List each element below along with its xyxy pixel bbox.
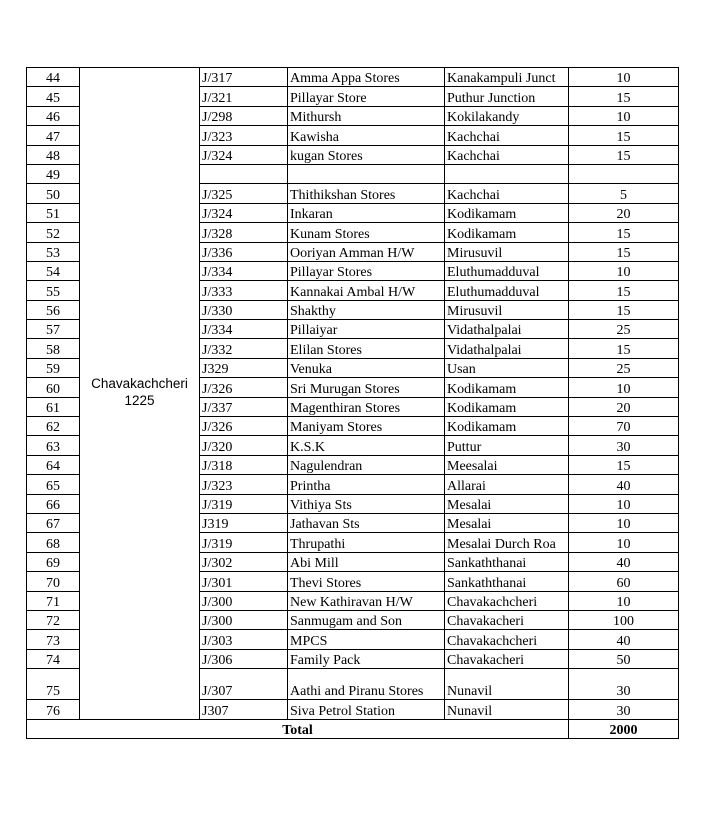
dealer-code: J/319 xyxy=(200,533,288,552)
store-name: Pillayar Stores xyxy=(288,261,445,280)
quantity: 15 xyxy=(569,455,679,474)
store-location: Eluthumadduval xyxy=(445,281,569,300)
store-name: New Kathiravan H/W xyxy=(288,591,445,610)
quantity: 30 xyxy=(569,700,679,719)
store-location: Eluthumadduval xyxy=(445,261,569,280)
quantity: 30 xyxy=(569,669,679,700)
row-number: 56 xyxy=(27,300,80,319)
row-number: 68 xyxy=(27,533,80,552)
row-number: 61 xyxy=(27,397,80,416)
quantity: 15 xyxy=(569,300,679,319)
store-name: Sanmugam and Son xyxy=(288,610,445,629)
dealer-code: J/330 xyxy=(200,300,288,319)
row-number: 60 xyxy=(27,378,80,397)
row-number: 62 xyxy=(27,417,80,436)
quantity: 20 xyxy=(569,203,679,222)
store-location: Kodikamam xyxy=(445,223,569,242)
quantity: 20 xyxy=(569,397,679,416)
row-number: 55 xyxy=(27,281,80,300)
dealer-code: J/324 xyxy=(200,145,288,164)
store-location: Mirusuvil xyxy=(445,242,569,261)
row-number: 50 xyxy=(27,184,80,203)
dealer-code: J/324 xyxy=(200,203,288,222)
store-name: Amma Appa Stores xyxy=(288,68,445,87)
store-location: Kanakampuli Junct xyxy=(445,68,569,87)
row-number: 74 xyxy=(27,649,80,668)
store-name: Ooriyan Amman H/W xyxy=(288,242,445,261)
quantity: 100 xyxy=(569,610,679,629)
store-location: Mesalai xyxy=(445,513,569,532)
row-number: 44 xyxy=(27,68,80,87)
store-name: Family Pack xyxy=(288,649,445,668)
quantity: 70 xyxy=(569,417,679,436)
dealer-code: J329 xyxy=(200,358,288,377)
store-location xyxy=(445,164,569,183)
dealer-code: J/320 xyxy=(200,436,288,455)
area-name: Chavakachcheri xyxy=(91,376,188,392)
store-location: Kodikamam xyxy=(445,203,569,222)
quantity: 60 xyxy=(569,572,679,591)
store-name: Thrupathi xyxy=(288,533,445,552)
quantity: 10 xyxy=(569,68,679,87)
total-row xyxy=(27,719,679,738)
store-name: Shakthy xyxy=(288,300,445,319)
store-location: Mesalai xyxy=(445,494,569,513)
store-location: Allarai xyxy=(445,475,569,494)
store-name: K.S.K xyxy=(288,436,445,455)
store-name: Thevi Stores xyxy=(288,572,445,591)
store-name: Magenthiran Stores xyxy=(288,397,445,416)
row-number: 48 xyxy=(27,145,80,164)
row-number: 72 xyxy=(27,610,80,629)
quantity: 10 xyxy=(569,513,679,532)
quantity: 10 xyxy=(569,494,679,513)
row-number: 67 xyxy=(27,513,80,532)
store-name: Kunam Stores xyxy=(288,223,445,242)
quantity: 10 xyxy=(569,261,679,280)
area-code: 1225 xyxy=(124,393,155,409)
store-location: Chavakacheri xyxy=(445,610,569,629)
area-cell xyxy=(80,68,200,720)
store-location: Chavakachcheri xyxy=(445,591,569,610)
quantity: 15 xyxy=(569,223,679,242)
store-name: kugan Stores xyxy=(288,145,445,164)
table-row xyxy=(27,68,679,87)
dealer-code: J/300 xyxy=(200,591,288,610)
quantity: 15 xyxy=(569,145,679,164)
row-number: 46 xyxy=(27,106,80,125)
quantity xyxy=(569,164,679,183)
row-number: 76 xyxy=(27,700,80,719)
store-location: Usan xyxy=(445,358,569,377)
store-name: Thithikshan Stores xyxy=(288,184,445,203)
store-location: Meesalai xyxy=(445,455,569,474)
table-body xyxy=(27,68,679,739)
dealer-code: J/302 xyxy=(200,552,288,571)
dealer-code: J/301 xyxy=(200,572,288,591)
dealer-code: J/319 xyxy=(200,494,288,513)
store-name: Maniyam Stores xyxy=(288,417,445,436)
store-name: Aathi and Piranu Stores xyxy=(288,669,445,700)
row-number: 45 xyxy=(27,87,80,106)
quantity: 10 xyxy=(569,591,679,610)
dealer-code: J/306 xyxy=(200,649,288,668)
row-number: 69 xyxy=(27,552,80,571)
dealer-code: J/298 xyxy=(200,106,288,125)
quantity: 50 xyxy=(569,649,679,668)
quantity: 10 xyxy=(569,378,679,397)
store-location: Sankaththanai xyxy=(445,552,569,571)
store-name: Abi Mill xyxy=(288,552,445,571)
quantity: 25 xyxy=(569,320,679,339)
store-location: Kodikamam xyxy=(445,378,569,397)
store-location: Puthur Junction xyxy=(445,87,569,106)
quantity: 15 xyxy=(569,281,679,300)
store-location: Kokilakandy xyxy=(445,106,569,125)
distribution-table-wrapper xyxy=(26,67,679,739)
quantity: 5 xyxy=(569,184,679,203)
store-name: Mithursh xyxy=(288,106,445,125)
dealer-code: J307 xyxy=(200,700,288,719)
quantity: 30 xyxy=(569,436,679,455)
row-number: 58 xyxy=(27,339,80,358)
dealer-code: J/328 xyxy=(200,223,288,242)
dealer-code: J/318 xyxy=(200,455,288,474)
row-number: 57 xyxy=(27,320,80,339)
store-name: Kannakai Ambal H/W xyxy=(288,281,445,300)
row-number: 51 xyxy=(27,203,80,222)
store-name: Vithiya Sts xyxy=(288,494,445,513)
row-number: 66 xyxy=(27,494,80,513)
dealer-code xyxy=(200,164,288,183)
dealer-code: J/323 xyxy=(200,475,288,494)
quantity: 15 xyxy=(569,87,679,106)
store-location: Puttur xyxy=(445,436,569,455)
store-name: Elilan Stores xyxy=(288,339,445,358)
distribution-table xyxy=(26,67,679,739)
total-value: 2000 xyxy=(569,719,679,738)
row-number: 71 xyxy=(27,591,80,610)
dealer-code: J/303 xyxy=(200,630,288,649)
store-name: Jathavan Sts xyxy=(288,513,445,532)
row-number: 53 xyxy=(27,242,80,261)
store-name: Nagulendran xyxy=(288,455,445,474)
row-number: 47 xyxy=(27,126,80,145)
store-name: MPCS xyxy=(288,630,445,649)
store-location: Kachchai xyxy=(445,184,569,203)
dealer-code: J/323 xyxy=(200,126,288,145)
store-location: Nunavil xyxy=(445,700,569,719)
store-location: Kodikamam xyxy=(445,417,569,436)
store-location: Vidathalpalai xyxy=(445,339,569,358)
store-name: Kawisha xyxy=(288,126,445,145)
quantity: 15 xyxy=(569,126,679,145)
row-number: 63 xyxy=(27,436,80,455)
dealer-code: J/317 xyxy=(200,68,288,87)
store-name: Siva Petrol Station xyxy=(288,700,445,719)
dealer-code: J/307 xyxy=(200,669,288,700)
row-number: 64 xyxy=(27,455,80,474)
quantity: 15 xyxy=(569,242,679,261)
quantity: 40 xyxy=(569,475,679,494)
dealer-code: J/325 xyxy=(200,184,288,203)
quantity: 10 xyxy=(569,106,679,125)
store-name: Printha xyxy=(288,475,445,494)
store-name: Venuka xyxy=(288,358,445,377)
dealer-code: J/336 xyxy=(200,242,288,261)
dealer-code: J319 xyxy=(200,513,288,532)
store-location: Kodikamam xyxy=(445,397,569,416)
store-location: Chavakacheri xyxy=(445,649,569,668)
dealer-code: J/334 xyxy=(200,261,288,280)
store-location: Kachchai xyxy=(445,126,569,145)
row-number: 70 xyxy=(27,572,80,591)
row-number: 73 xyxy=(27,630,80,649)
row-number: 54 xyxy=(27,261,80,280)
quantity: 40 xyxy=(569,552,679,571)
total-label: Total xyxy=(27,719,569,738)
store-location: Kachchai xyxy=(445,145,569,164)
dealer-code: J/326 xyxy=(200,417,288,436)
row-number: 49 xyxy=(27,164,80,183)
row-number: 65 xyxy=(27,475,80,494)
store-location: Nunavil xyxy=(445,669,569,700)
dealer-code: J/333 xyxy=(200,281,288,300)
dealer-code: J/337 xyxy=(200,397,288,416)
dealer-code: J/332 xyxy=(200,339,288,358)
dealer-code: J/321 xyxy=(200,87,288,106)
row-number: 59 xyxy=(27,358,80,377)
quantity: 15 xyxy=(569,339,679,358)
dealer-code: J/326 xyxy=(200,378,288,397)
store-location: Vidathalpalai xyxy=(445,320,569,339)
store-location: Mesalai Durch Roa xyxy=(445,533,569,552)
dealer-code: J/300 xyxy=(200,610,288,629)
row-number: 52 xyxy=(27,223,80,242)
dealer-code: J/334 xyxy=(200,320,288,339)
store-location: Chavakachcheri xyxy=(445,630,569,649)
store-name: Sri Murugan Stores xyxy=(288,378,445,397)
quantity: 25 xyxy=(569,358,679,377)
store-location: Sankaththanai xyxy=(445,572,569,591)
row-number: 75 xyxy=(27,669,80,700)
store-name xyxy=(288,164,445,183)
quantity: 40 xyxy=(569,630,679,649)
store-location: Mirusuvil xyxy=(445,300,569,319)
store-name: Pillaiyar xyxy=(288,320,445,339)
store-name: Inkaran xyxy=(288,203,445,222)
quantity: 10 xyxy=(569,533,679,552)
store-name: Pillayar Store xyxy=(288,87,445,106)
